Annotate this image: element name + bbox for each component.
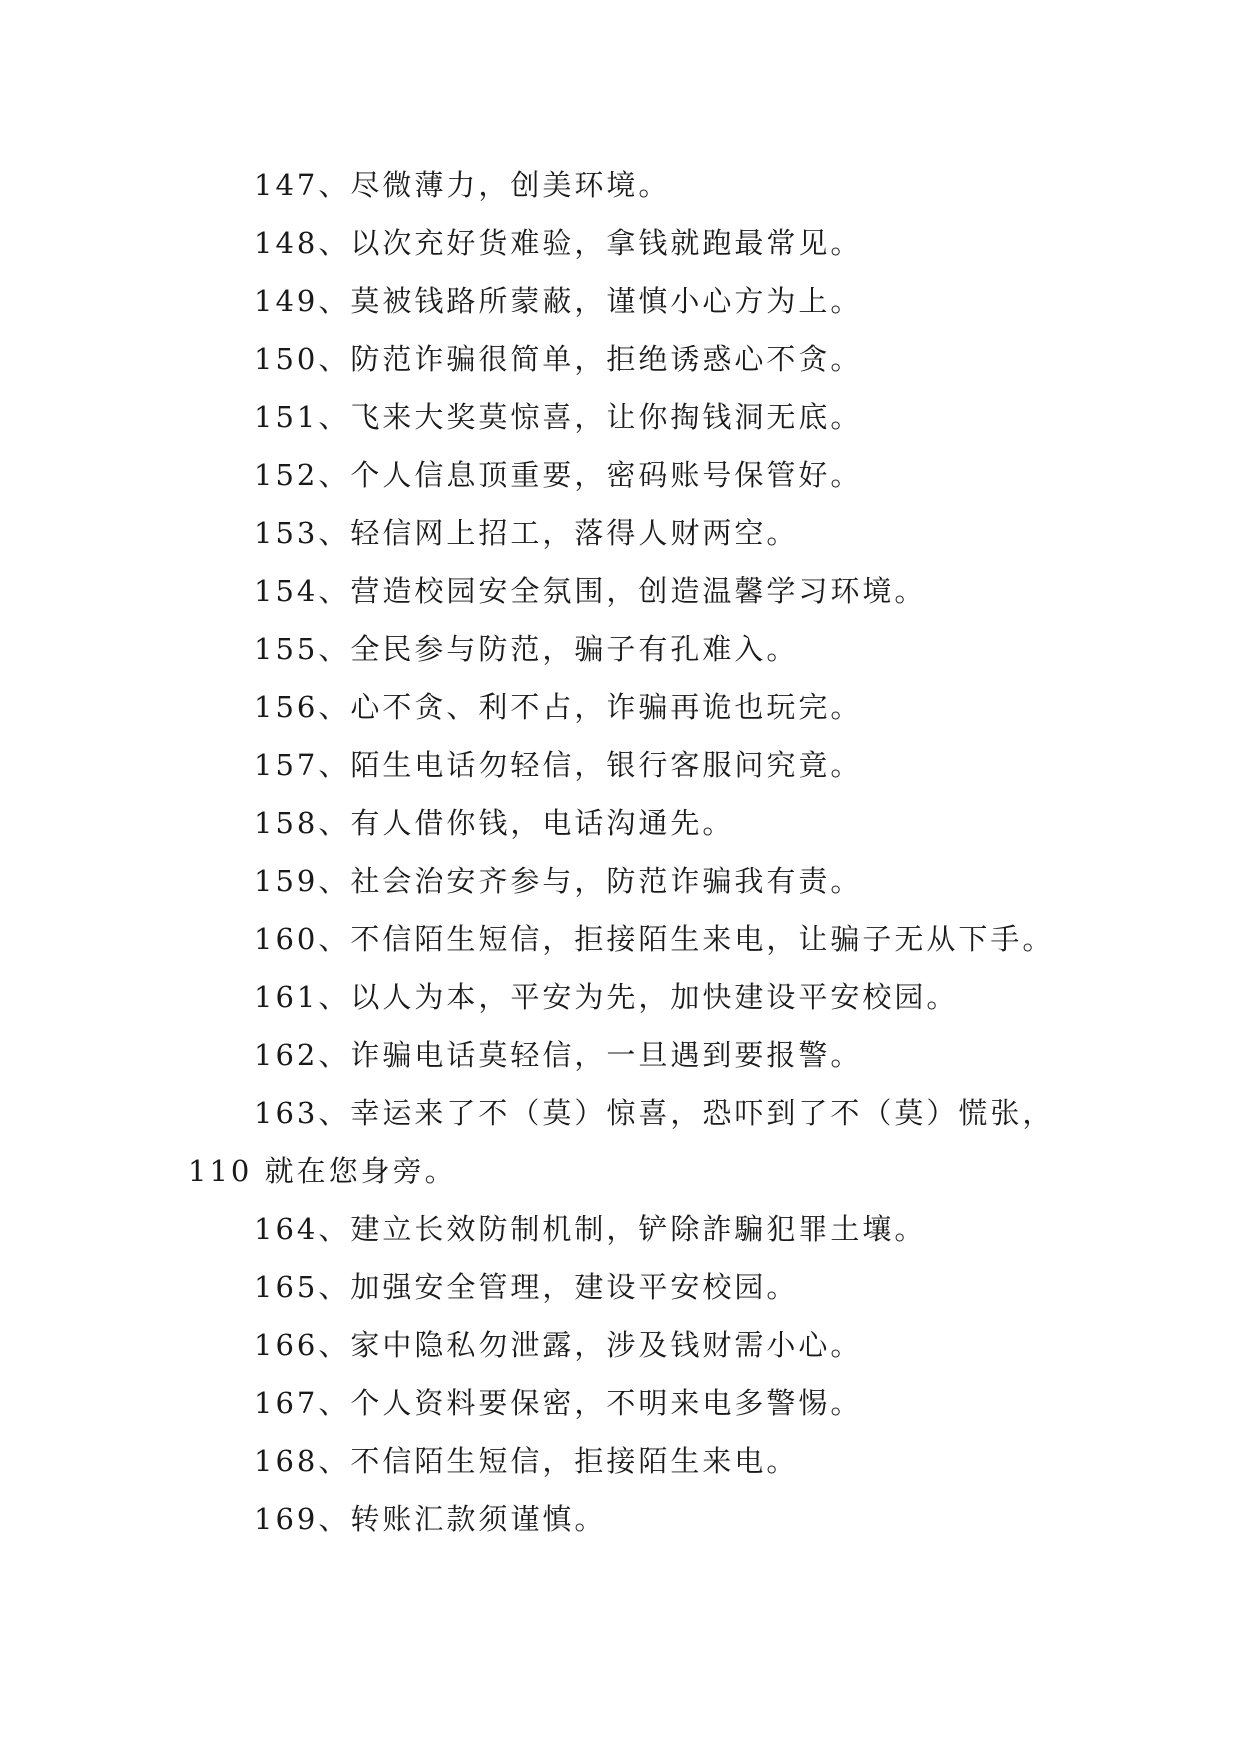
slogan-line: 154、营造校园安全氛围，创造温馨学习环境。 (254, 574, 927, 608)
slogan-line: 162、诈骗电话莫轻信，一旦遇到要报警。 (254, 1038, 863, 1072)
slogan-line: 149、莫被钱路所蒙蔽，谨慎小心方为上。 (254, 284, 863, 318)
slogan-line: 155、全民参与防范，骗子有孔难入。 (254, 632, 799, 666)
slogan-line: 153、轻信网上招工，落得人财两空。 (254, 516, 799, 550)
slogan-line: 151、飞来大奖莫惊喜，让你掏钱洞无底。 (254, 400, 863, 434)
slogan-line: 165、加强安全管理，建设平安校园。 (254, 1270, 799, 1304)
slogan-line: 158、有人借你钱，电话沟通先。 (254, 806, 735, 840)
slogan-list (188, 156, 1078, 1548)
slogan-line: 167、个人资料要保密，不明来电多警惕。 (254, 1386, 863, 1420)
slogan-line-continuation: 110 就在您身旁。 (188, 1154, 457, 1188)
slogan-line: 156、心不贪、利不占，诈骗再诡也玩完。 (254, 690, 863, 724)
slogan-line: 163、幸运来了不（莫）惊喜，恐吓到了不（莫）慌张， (254, 1096, 1055, 1130)
slogan-line: 152、个人信息顶重要，密码账号保管好。 (254, 458, 863, 492)
slogan-line: 147、尽微薄力，创美环境。 (254, 168, 671, 202)
slogan-line: 168、不信陌生短信，拒接陌生来电。 (254, 1444, 799, 1478)
slogan-line: 169、转账汇款须谨慎。 (254, 1502, 607, 1536)
slogan-line: 160、不信陌生短信，拒接陌生来电，让骗子无从下手。 (254, 922, 1055, 956)
slogan-line: 166、家中隐私勿泄露，涉及钱财需小心。 (254, 1328, 863, 1362)
slogan-line: 161、以人为本，平安为先，加快建设平安校园。 (254, 980, 959, 1014)
slogan-line: 148、以次充好货难验，拿钱就跑最常见。 (254, 226, 863, 260)
slogan-line: 159、社会治安齐参与，防范诈骗我有责。 (254, 864, 863, 898)
slogan-line: 150、防范诈骗很简单，拒绝诱惑心不贪。 (254, 342, 863, 376)
slogan-line: 157、陌生电话勿轻信，银行客服问究竟。 (254, 748, 863, 782)
slogan-line: 164、建立长效防制机制，铲除詐騙犯罪土壤。 (254, 1212, 927, 1246)
